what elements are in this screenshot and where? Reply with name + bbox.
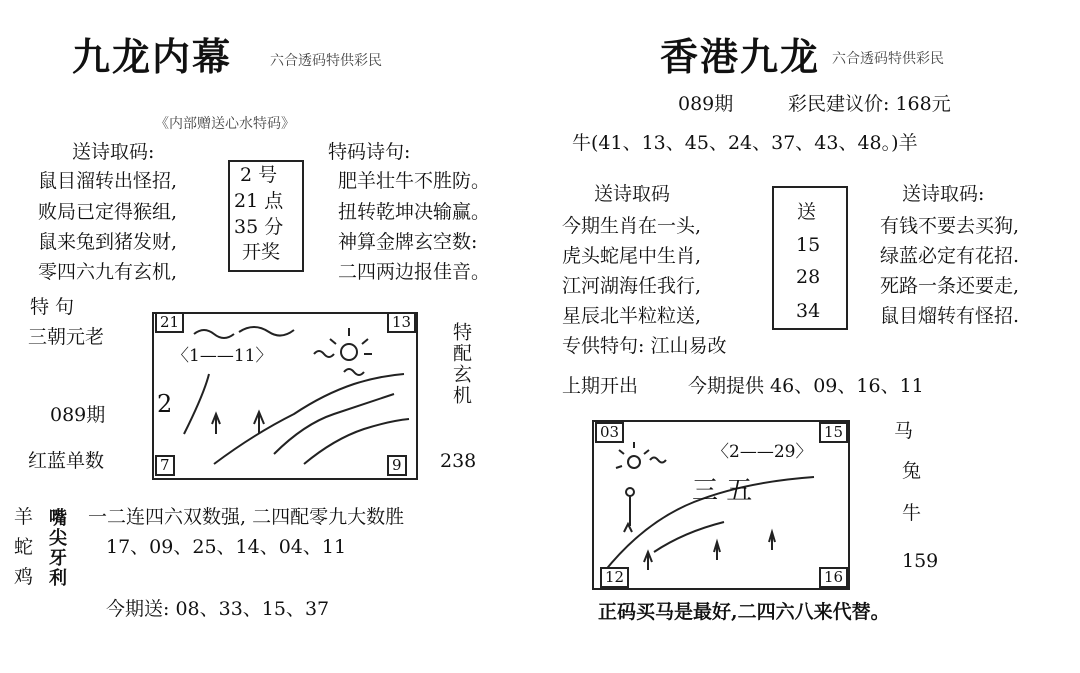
right-side-zodiac: 马	[894, 420, 914, 442]
right-poem-left-line: 江河湖海任我行,	[562, 275, 702, 297]
left-box-line: 2 号	[240, 164, 278, 186]
left-side-vertical: 特配玄机	[450, 322, 472, 406]
left-bottom-vertical: 嘴尖牙利	[46, 508, 67, 588]
right-pic-corner-br: 16	[819, 567, 848, 588]
right-subtitle: 六合透码特供彩民	[832, 51, 944, 67]
left-sketch-drawing	[154, 314, 416, 478]
right-poem-right-line: 死路一条还要走,	[880, 275, 1020, 297]
left-bottom-send: 今期送: 08、33、15、37	[106, 598, 330, 620]
right-poem-right-line: 鼠目熘转有怪招.	[880, 305, 1020, 327]
left-poem-label: 送诗取码:	[72, 141, 155, 163]
right-poem-left-line: 虎头蛇尾中生肖,	[562, 245, 702, 267]
left-box-line: 35 分	[234, 216, 284, 238]
left-special-line: 二四两边报佳音。	[338, 261, 491, 283]
left-pic-corner-tl: 21	[155, 312, 184, 333]
left-tejv-label: 特 句	[30, 296, 75, 318]
right-poem-left-line: 星辰北半粒粒送,	[562, 305, 702, 327]
right-poem-right-line: 有钱不要去买狗,	[880, 215, 1020, 237]
left-pic-corner-bl: 7	[155, 455, 175, 476]
right-box-line: 15	[796, 234, 821, 256]
left-tejv-text: 三朝元老	[28, 326, 105, 348]
left-poem-line: 零四六九有玄机,	[38, 261, 178, 283]
right-pic-corner-tl: 03	[595, 422, 624, 443]
left-subtitle: 六合透码特供彩民	[270, 53, 382, 69]
left-side-number: 238	[440, 450, 477, 472]
right-poem-label-left: 送诗取码	[594, 183, 671, 205]
right-box-line: 28	[796, 266, 821, 288]
right-pic-text: 〈2——29〉	[712, 442, 813, 462]
left-bottom-line2: 17、09、25、14、04、11	[106, 536, 347, 558]
right-poem-label-right: 送诗取码:	[902, 183, 985, 205]
left-inner-title: 《内部赠送心水特码》	[155, 116, 295, 132]
left-bottom-zodiac: 羊	[14, 506, 34, 528]
right-side-number: 159	[902, 550, 939, 572]
right-last-open: 上期开出	[562, 375, 639, 397]
left-pic-corner-br: 9	[387, 455, 407, 476]
left-title: 九龙内幕	[72, 34, 233, 79]
right-box-line: 送	[797, 201, 817, 223]
left-pic-corner-tr: 13	[387, 312, 416, 333]
right-side-zodiac: 兔	[902, 460, 922, 482]
left-poem-line: 鼠目溜转出怪招,	[38, 170, 178, 192]
left-bottom-zodiac: 鸡	[14, 566, 34, 588]
right-title: 香港九龙	[660, 34, 821, 79]
right-poem-right-line: 绿蓝必定有花招.	[880, 245, 1020, 267]
left-special-line: 扭转乾坤决输赢。	[338, 201, 491, 223]
right-pic-corner-tr: 15	[819, 422, 848, 443]
left-box-line: 开奖	[242, 241, 281, 263]
left-special-line: 神算金牌玄空数:	[338, 231, 478, 253]
right-box-line: 34	[796, 300, 821, 322]
right-bottom-line: 正码买马是最好,二四六八来代替。	[598, 601, 890, 623]
right-special-phrase: 专供特句: 江山易改	[562, 335, 727, 357]
left-poem-line: 鼠来兔到猪发财,	[38, 231, 178, 253]
right-period: 089期	[678, 93, 734, 115]
left-pic-text: 〈1——11〉	[172, 346, 273, 366]
right-price: 彩民建议价: 168元	[788, 93, 951, 115]
right-ox-line: 牛(41、13、45、24、37、43、48。)羊	[572, 132, 918, 154]
left-special-line: 肥羊壮牛不胜防。	[338, 170, 491, 192]
left-period: 089期	[50, 404, 106, 426]
left-bottom-line1: 一二连四六双数强, 二四配零九大数胜	[88, 506, 405, 528]
left-pic-mid-number: 2	[157, 390, 173, 418]
left-box-line: 21 点	[234, 190, 284, 212]
right-offer: 今期提供 46、09、16、11	[688, 375, 924, 397]
right-poem-left-line: 今期生肖在一头,	[562, 215, 702, 237]
left-bottom-zodiac: 蛇	[14, 536, 34, 558]
left-poem-line: 败局已定得猴组,	[38, 201, 178, 223]
right-pic-corner-bl: 12	[600, 567, 629, 588]
left-special-label: 特码诗句:	[328, 141, 411, 163]
left-red-blue: 红蓝单数	[28, 450, 105, 472]
right-side-zodiac: 牛	[902, 502, 922, 524]
left-riddle-picture	[152, 312, 418, 480]
right-pic-chars: 三 五	[692, 476, 753, 506]
